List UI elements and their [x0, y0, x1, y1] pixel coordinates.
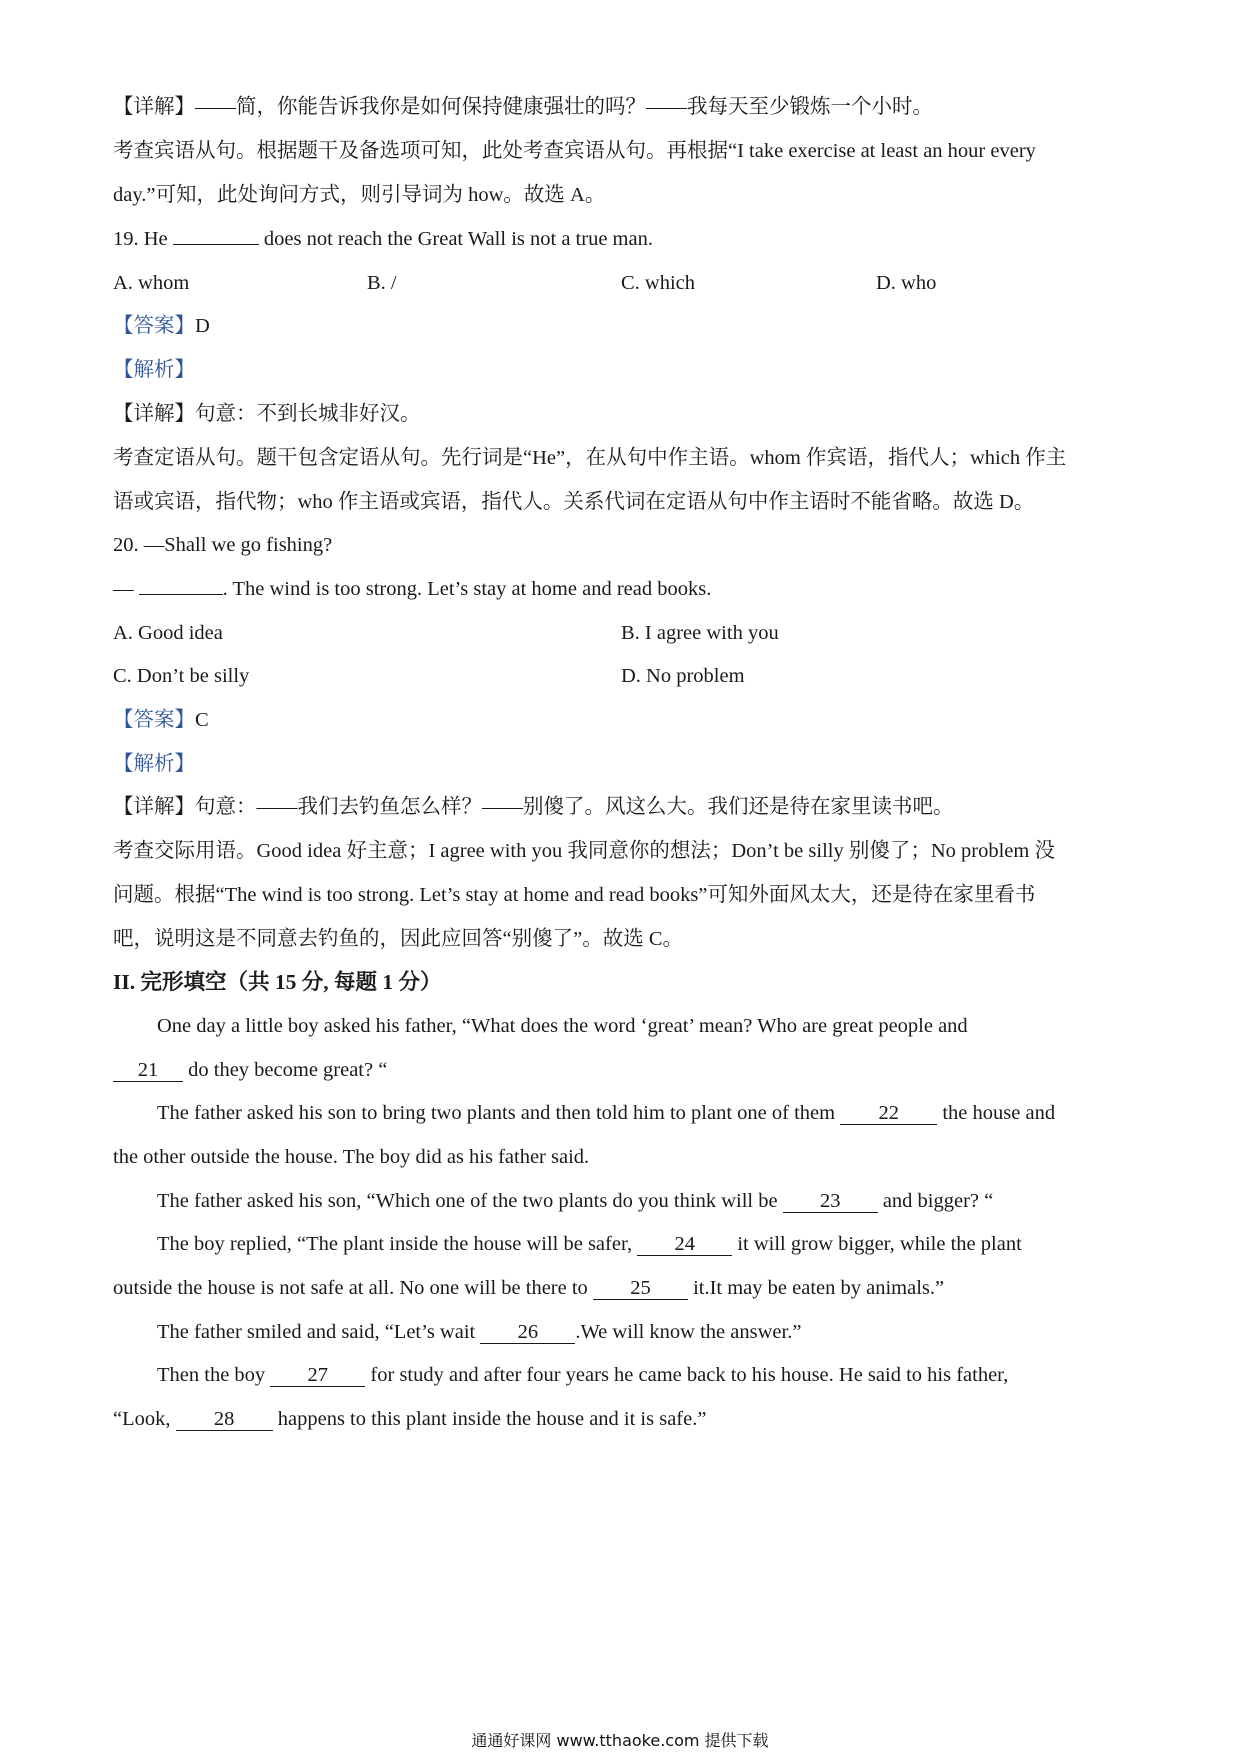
q19-detail-line	[113, 400, 421, 428]
answer-value: D	[195, 315, 210, 337]
blank-25: 25	[593, 1277, 688, 1300]
q19-option-c: C. which	[621, 272, 696, 294]
q20-analysis-line-2: 问题。根据“The wind is too strong. Let’s stay at home and read books”可知外面风太大，还是待在家里看书	[113, 884, 1036, 906]
q20-option-b: B. I agree with you	[621, 622, 779, 644]
passage-text: do they become great? “	[188, 1059, 388, 1081]
passage-text: Then the boy	[157, 1364, 266, 1386]
blank-28: 28	[176, 1408, 273, 1431]
passage-line-10	[113, 1405, 706, 1433]
q19-analysis-tag: 【解析】	[113, 359, 195, 381]
passage-text: “Look,	[113, 1408, 171, 1430]
q18-analysis-line-2: day.”可知，此处询问方式，则引导词为 how。故选 A。	[113, 184, 606, 206]
answer-tag: 【答案】	[113, 709, 195, 731]
detail-text: 句意：不到长城非好汉。	[195, 403, 421, 425]
passage-line-6	[157, 1230, 1022, 1258]
passage-line-8	[157, 1318, 801, 1346]
q20-blank	[139, 594, 223, 595]
q18-analysis-line-1: 考查宾语从句。根据题干及备选项可知，此处考查宾语从句。再根据“I take exercise at least an hour every	[113, 140, 1036, 162]
passage-text: and bigger? “	[882, 1190, 994, 1212]
answer-tag: 【答案】	[113, 315, 195, 337]
detail-tag: 【详解】	[113, 796, 195, 818]
detail-text: ——简，你能告诉我你是如何保持健康强壮的吗？——我每天至少锻炼一个小时。	[195, 96, 933, 118]
q20-option-c: C. Don’t be silly	[113, 665, 250, 687]
q19-option-d: D. who	[876, 272, 937, 294]
blank-22: 22	[840, 1102, 937, 1125]
passage-line-2	[113, 1056, 387, 1084]
q20-stem-line-1: 20. —Shall we go fishing?	[113, 534, 333, 556]
detail-text: 句意：——我们去钓鱼怎么样？——别傻了。风这么大。我们还是待在家里读书吧。	[195, 796, 954, 818]
q20-detail-line	[113, 793, 954, 821]
q19-answer-line	[113, 312, 210, 340]
q20-analysis-tag: 【解析】	[113, 753, 195, 775]
passage-line-5	[157, 1187, 993, 1215]
passage-text: for study and after four years he came back to his house. He said to his father,	[370, 1364, 1009, 1386]
passage-text: The father smiled and said, “Let’s wait	[157, 1321, 476, 1343]
q20-stem-post: . The wind is too strong. Let’s stay at home and read books.	[222, 578, 712, 600]
q19-analysis-line-2: 语或宾语，指代物；who 作主语或宾语，指代人。关系代词在定语从句中作主语时不能省略。故选 D。	[113, 491, 1035, 513]
passage-text: The boy replied, “The plant inside the house will be safer,	[157, 1233, 633, 1255]
q19-stem	[113, 225, 653, 253]
passage-text: The father asked his son, “Which one of the two plants do you think will be	[157, 1190, 778, 1212]
section-title: II. 完形填空（共 15 分, 每题 1 分）	[113, 970, 442, 994]
q20-analysis-line-3: 吧，说明这是不同意去钓鱼的，因此应回答“别傻了”。故选 C。	[113, 928, 683, 950]
q19-blank	[173, 244, 259, 245]
detail-tag: 【详解】	[113, 96, 195, 118]
q19-option-b: B. /	[367, 272, 397, 294]
q20-option-a: A. Good idea	[113, 622, 223, 644]
q18-detail-line	[113, 93, 933, 121]
blank-27: 27	[270, 1364, 365, 1387]
detail-tag: 【详解】	[113, 403, 195, 425]
q19-stem-post: does not reach the Great Wall is not a true man.	[263, 228, 653, 250]
passage-line-7	[113, 1274, 944, 1302]
passage-text: outside the house is not safe at all. No one will be there to	[113, 1277, 588, 1299]
q20-analysis-line-1: 考查交际用语。Good idea 好主意；I agree with you 我同意你的想法；Don’t be silly 别傻了；No problem 没	[113, 840, 1055, 862]
passage-line-9	[157, 1361, 1008, 1389]
blank-24: 24	[637, 1233, 732, 1256]
q20-dash: —	[113, 578, 134, 600]
passage-text: it.It may be eaten by animals.”	[693, 1277, 945, 1299]
q19-option-a: A. whom	[113, 272, 190, 294]
blank-26: 26	[480, 1321, 575, 1344]
q20-option-d: D. No problem	[621, 665, 745, 687]
page-footer: 通通好课网 www.tthaoke.com 提供下载	[471, 1731, 769, 1750]
passage-text: it will grow bigger, while the plant	[737, 1233, 1022, 1255]
blank-23: 23	[783, 1190, 878, 1213]
q19-analysis-line-1: 考查定语从句。题干包含定语从句。先行词是“He”，在从句中作主语。whom 作宾语，指代人；which 作主	[113, 447, 1067, 469]
passage-line-1: One day a little boy asked his father, “What does the word ‘great’ mean? Who are great people and	[157, 1015, 968, 1037]
passage-text: .We will know the answer.”	[575, 1321, 802, 1343]
passage-text: happens to this plant inside the house and it is safe.”	[277, 1408, 707, 1430]
passage-text: the house and	[942, 1102, 1056, 1124]
passage-text: The father asked his son to bring two plants and then told him to plant one of them	[157, 1102, 836, 1124]
passage-line-4: the other outside the house. The boy did as his father said.	[113, 1146, 590, 1168]
passage-line-3	[157, 1099, 1055, 1127]
q19-stem-pre: 19. He	[113, 228, 168, 250]
answer-value: C	[195, 709, 209, 731]
q20-stem-line-2	[113, 575, 711, 603]
q20-answer-line	[113, 706, 209, 734]
blank-21: 21	[113, 1059, 183, 1082]
